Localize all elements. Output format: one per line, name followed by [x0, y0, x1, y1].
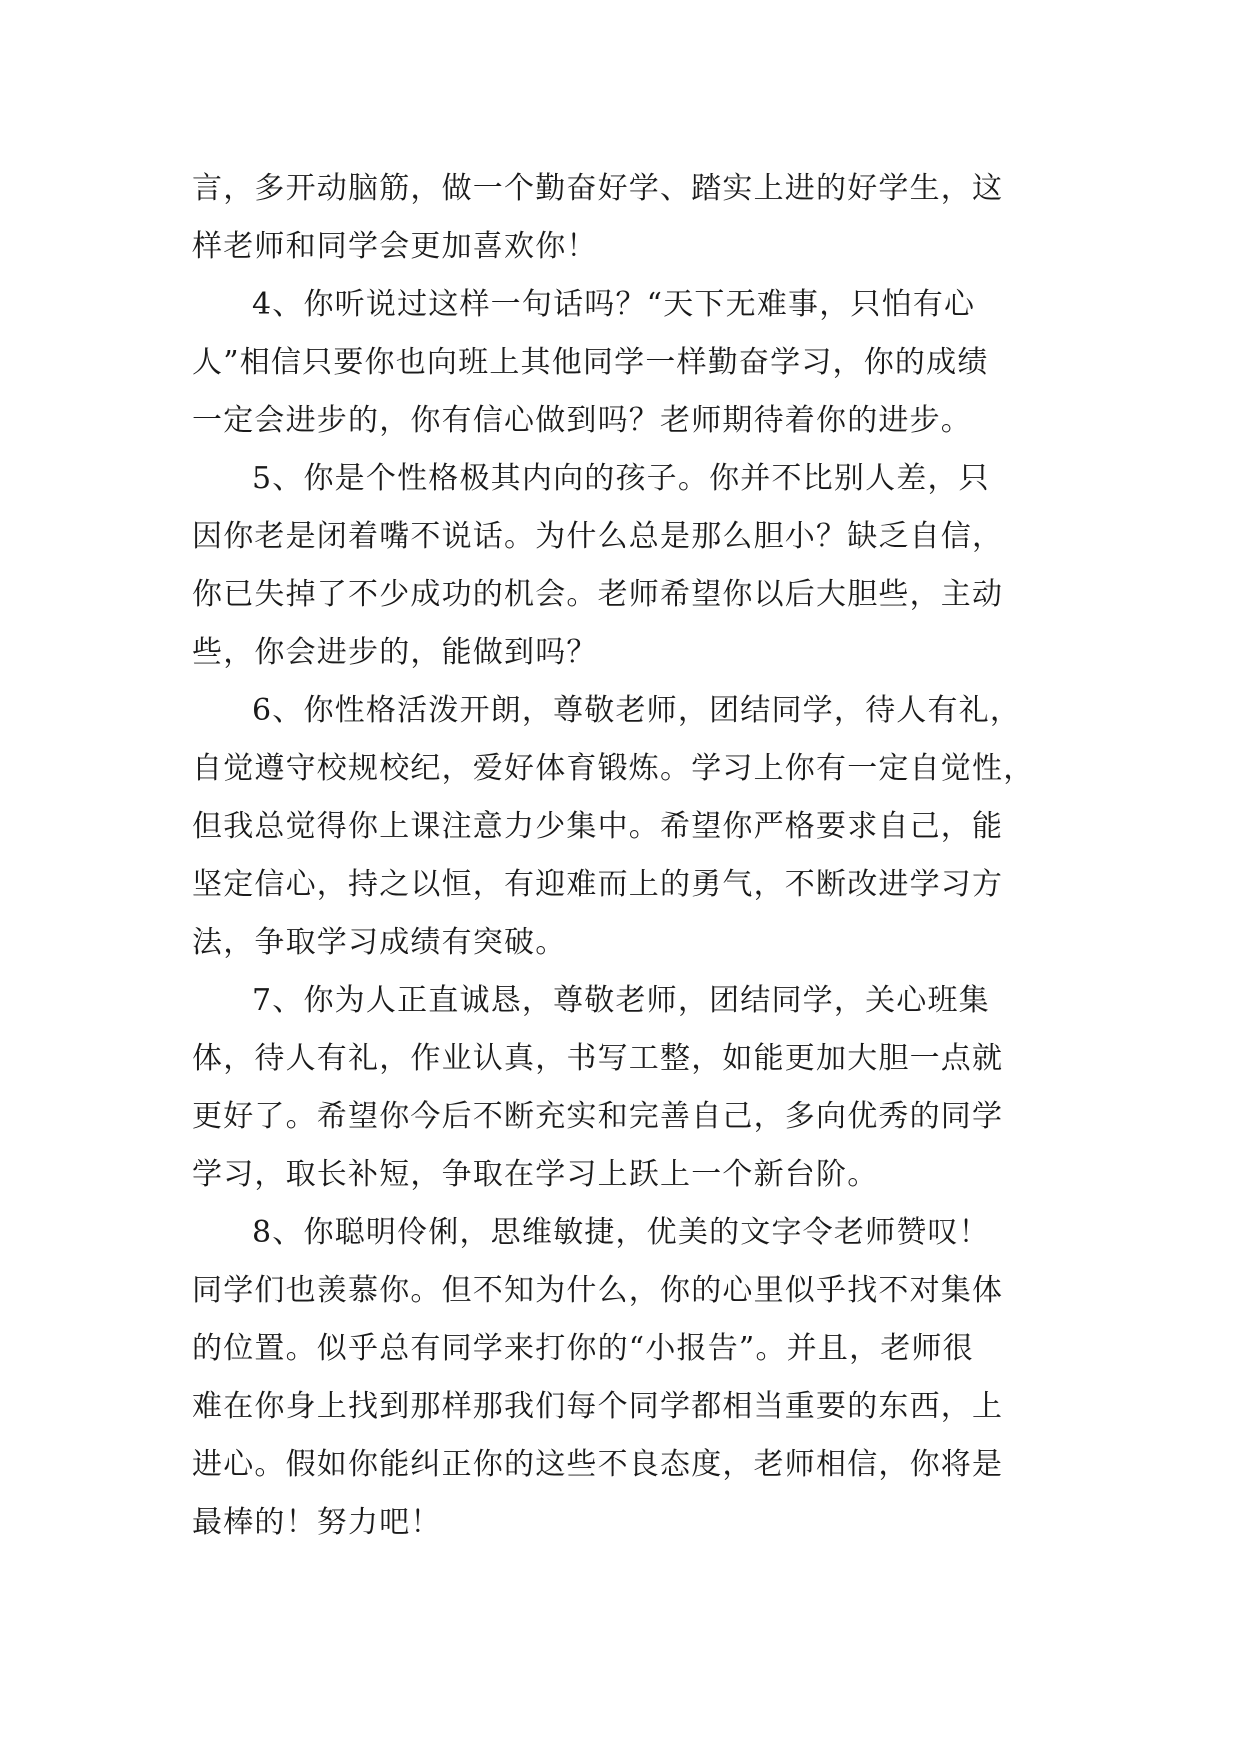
text-line: 学习，取长补短，争取在学习上跃上一个新台阶。	[192, 1157, 879, 1192]
text-line: 些，你会进步的，能做到吗？	[192, 635, 598, 670]
paragraph-start-line: 6、你性格活泼开朗，尊敬老师，团结同学，待人有礼，	[252, 693, 1022, 728]
text-line: 进心。假如你能纠正你的这些不良态度，老师相信，你将是	[192, 1447, 1004, 1482]
text-line: 人”相信只要你也向班上其他同学一样勤奋学习，你的成绩	[192, 345, 989, 380]
paragraph-start-line: 5、你是个性格极其内向的孩子。你并不比别人差，只	[252, 461, 990, 496]
text-line: 自觉遵守校规校纪，爱好体育锻炼。学习上你有一定自觉性，	[192, 751, 1035, 786]
text-line: 言，多开动脑筋，做一个勤奋好学、踏实上进的好学生，这	[192, 171, 1004, 206]
text-line: 但我总觉得你上课注意力少集中。希望你严格要求自己，能	[192, 809, 1004, 844]
text-line: 因你老是闭着嘴不说话。为什么总是那么胆小？缺乏自信，	[192, 519, 1004, 554]
text-line: 法，争取学习成绩有突破。	[192, 925, 567, 960]
text-line: 最棒的！努力吧！	[192, 1505, 442, 1540]
text-line: 体，待人有礼，作业认真，书写工整，如能更加大胆一点就	[192, 1041, 1004, 1076]
text-line: 的位置。似乎总有同学来打你的“小报告”。并且，老师很	[192, 1331, 974, 1366]
paragraph-start-line: 4、你听说过这样一句话吗？“天下无难事，只怕有心	[252, 287, 976, 322]
text-line: 一定会进步的，你有信心做到吗？老师期待着你的进步。	[192, 403, 972, 438]
text-line: 坚定信心，持之以恒，有迎难而上的勇气，不断改进学习方	[192, 867, 1004, 902]
text-line: 样老师和同学会更加喜欢你！	[192, 229, 598, 264]
text-line: 同学们也羡慕你。但不知为什么，你的心里似乎找不对集体	[192, 1273, 1004, 1308]
text-line: 你已失掉了不少成功的机会。老师希望你以后大胆些，主动	[192, 577, 1004, 612]
paragraph-start-line: 7、你为人正直诚恳，尊敬老师，团结同学，关心班集	[252, 983, 990, 1018]
paragraph-start-line: 8、你聪明伶俐，思维敏捷，优美的文字令老师赞叹！	[252, 1215, 990, 1250]
text-line: 更好了。希望你今后不断充实和完善自己，多向优秀的同学	[192, 1099, 1004, 1134]
text-line: 难在你身上找到那样那我们每个同学都相当重要的东西，上	[192, 1389, 1004, 1424]
